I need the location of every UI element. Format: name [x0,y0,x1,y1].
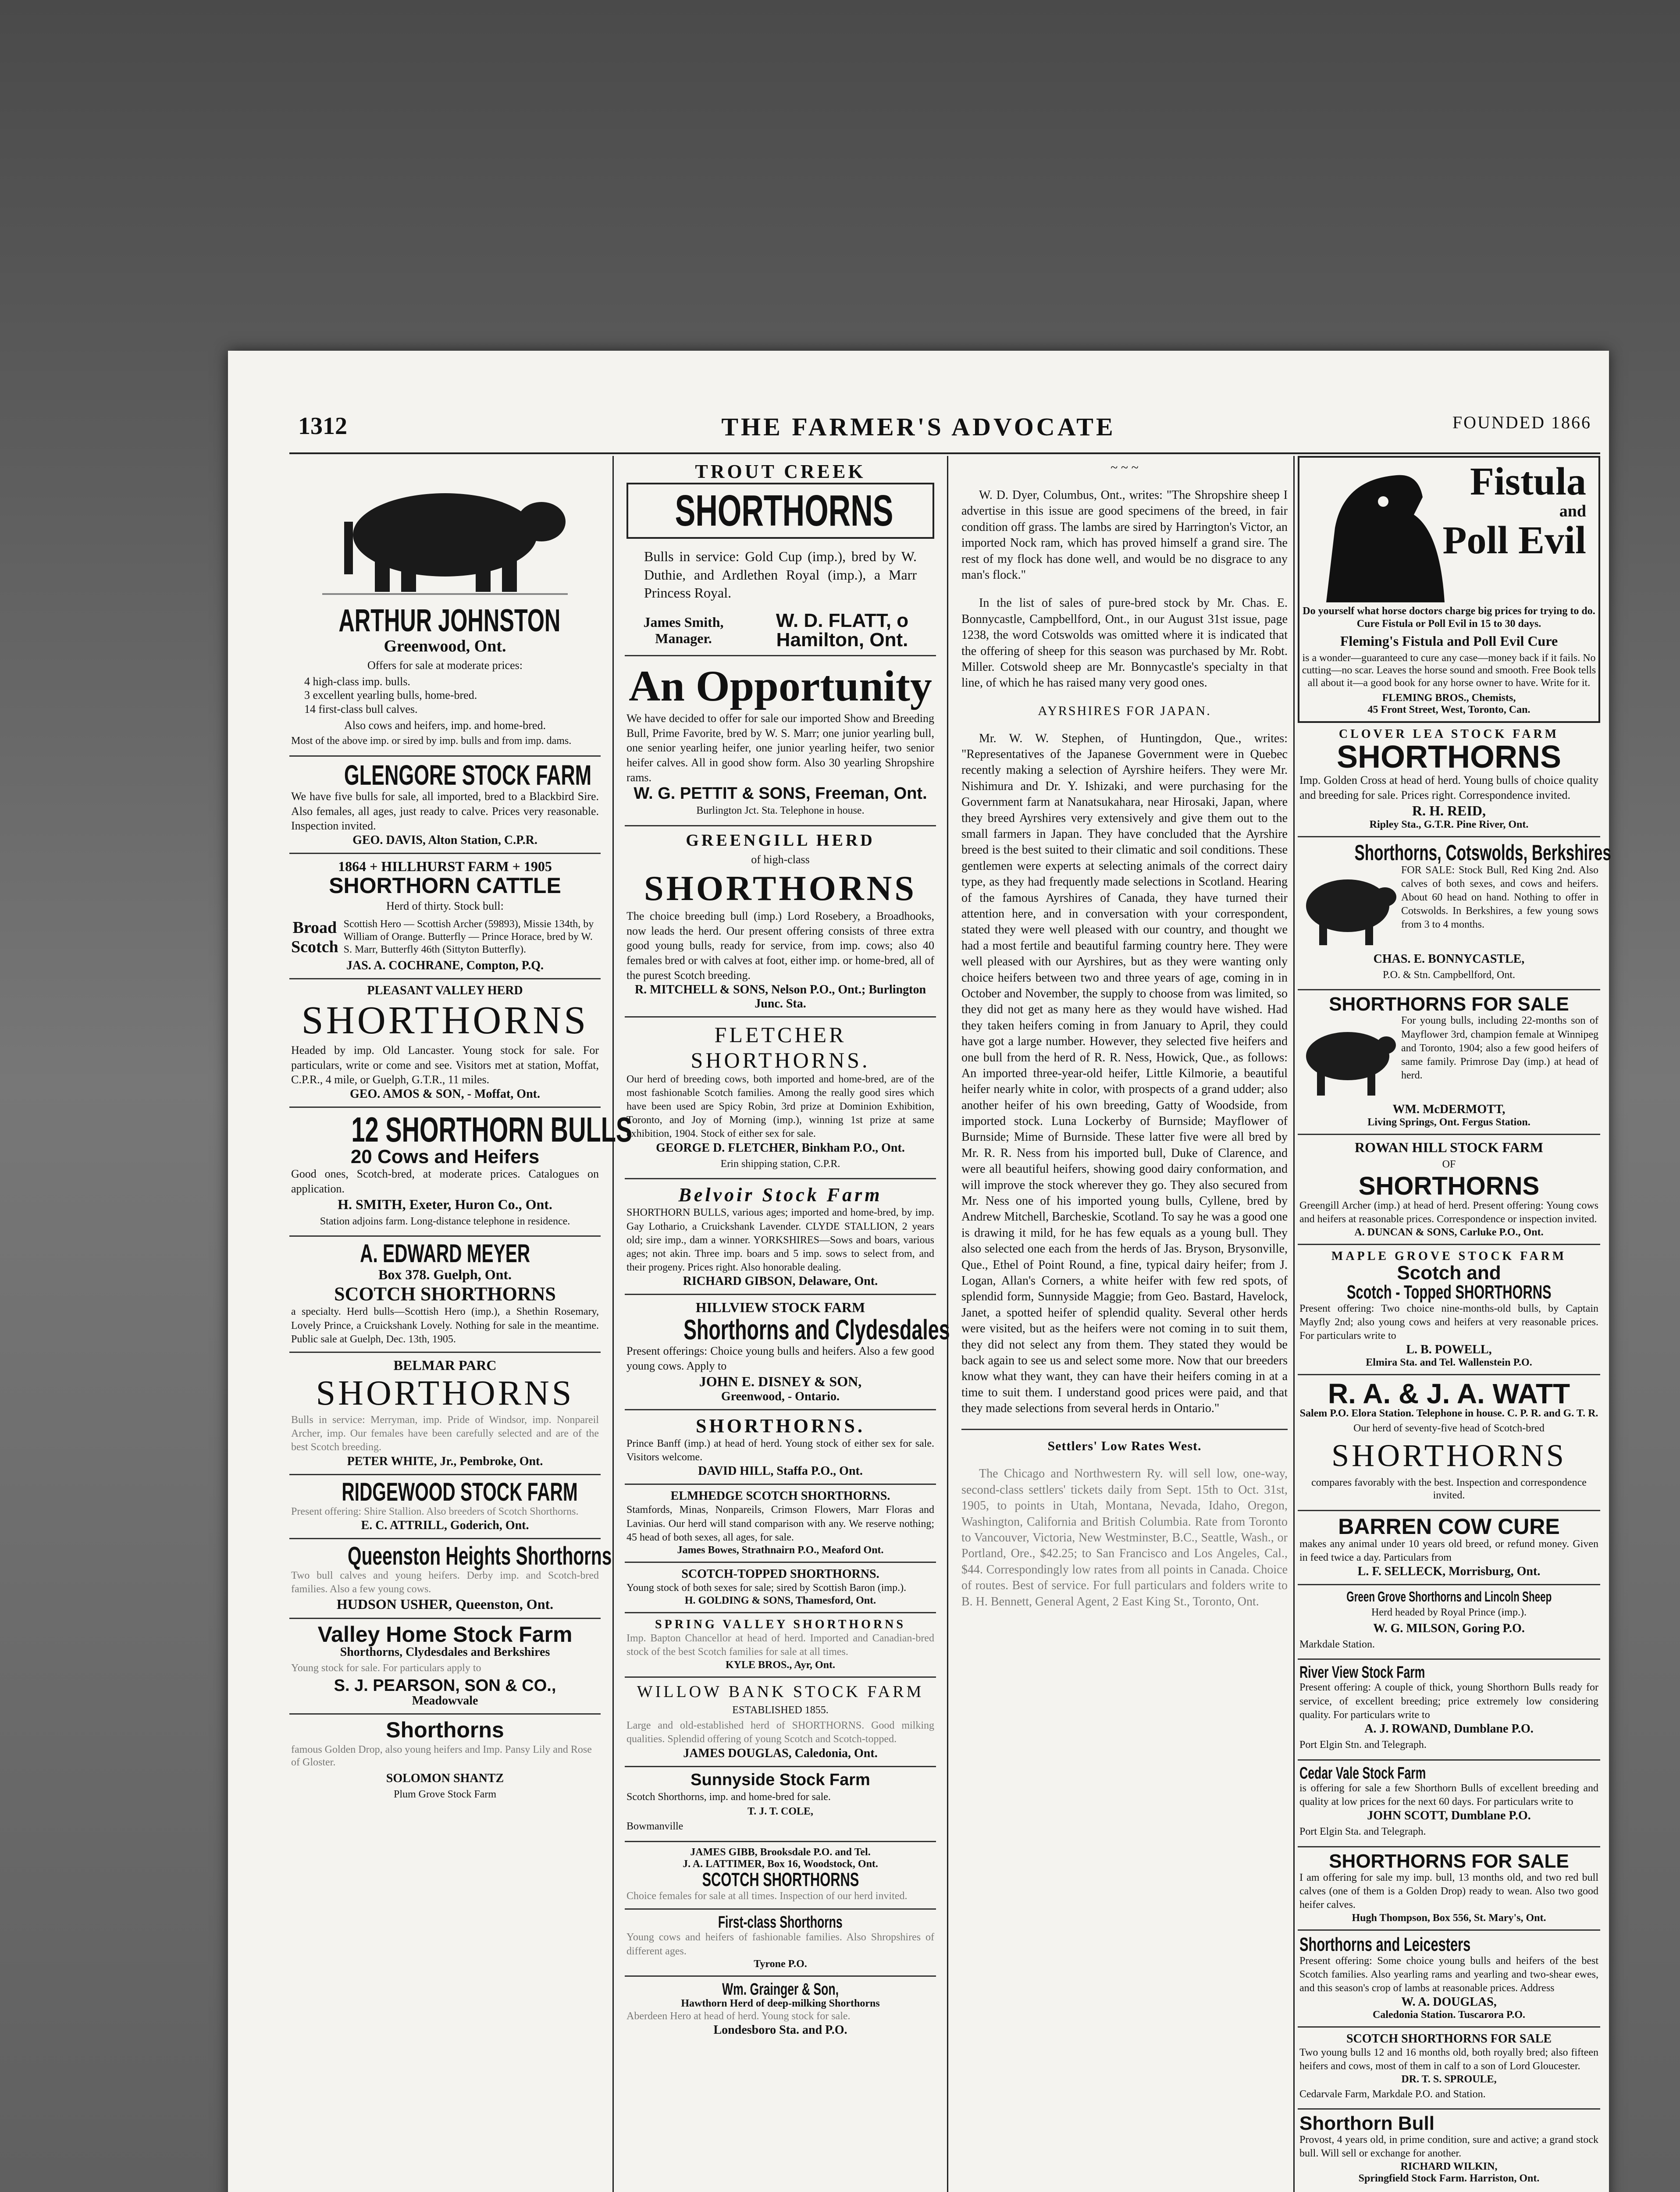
smith-sig: H. SMITH, Exeter, Huron Co., Ont. [338,1196,552,1212]
ad-shorthorns-for-sale [1298,990,1600,1135]
cloverlea-text: Imp. Golden Cross at head of herd. Young bulls of choice quality and breeding for sale. Prices right. Correspondence invited. [1299,773,1598,801]
valley-title: Valley Home Stock Farm [317,1622,573,1647]
sheep-illustration [1299,866,1396,950]
fletcher-note: Erin shipping station, C.P.R. [720,1158,840,1170]
queenston-title: Queenston Heights Shorthorns [348,1541,612,1570]
smith-sub: 20 Cows and Heifers [350,1146,540,1168]
glengore-title: GLENGORE STOCK FARM [344,759,592,791]
ad-grainger [625,1977,936,2043]
page-header [228,412,1609,447]
leicesters-place: Caledonia Station. Tuscarora P.O. [1372,2009,1526,2021]
smith-text: Good ones, Scotch-bred, at moderate prices. Catalogues on application. [291,1167,599,1195]
watt-addr: Salem P.O. Elora Station. Telephone in house. C. P. R. and G. T. R. [1299,1408,1598,1420]
hillhurst-bull: Broad Scotch [291,918,338,956]
ad-glengore [289,757,601,854]
scotchtopped-sig: H. GOLDING & SONS, Thamesford, Ont. [684,1595,876,1607]
dyer-paragraph: W. D. Dyer, Columbus, Ont., writes: "The Shropshire sheep I advertise in this issue are good specimens of the breed, in fair condition off grass. The lambs are sired by Harrington's Victor, an imported Nock ram, which has proved himself a grand sire. The rest of my flock has done well, and would be no disgrace to any man's flock." [961,488,1288,582]
ad-smith [289,1108,633,1237]
column-2 [625,456,950,2192]
settlers-title: Settlers' Low Rates West. [1047,1439,1202,1454]
ad-hill-shorthorns [625,1410,936,1485]
ad-willow-bank [625,1678,936,1767]
valley-sig: S. J. PEARSON, SON & CO., [334,1676,556,1695]
sproule-place: Cedarvale Farm, Markdale P.O. and Station. [1299,2088,1486,2100]
johnston-intro: Offers for sale at moderate prices: [367,659,523,672]
johnston-note: Most of the above imp. or sired by imp. bulls and from imp. dams. [291,735,572,747]
smith2-title: SHORTHORNS. [696,1415,865,1437]
page-number: 1312 [298,413,347,440]
barren-text: makes any animal under 10 years old breed, or refund money. Given in feed twice a day. Particulars from [1299,1538,1598,1563]
shantz-title: Shorthorns [386,1717,504,1742]
ad-opportunity [625,656,936,826]
ad-cedar-vale [1298,1761,1600,1847]
greengill-top: GREENGILL HERD [686,831,875,850]
hillhurst-herd: Herd of thirty. Stock bull: [386,900,504,913]
gibb-title: SCOTCH SHORTHORNS [702,1869,859,1891]
meyer-addr: Box 378. Guelph, Ont. [378,1267,512,1283]
ridgewood-sig: E. C. ATTRILL, Goderich, Ont. [361,1518,529,1532]
ad-belmar [289,1353,601,1475]
column-divider [1293,456,1295,2192]
shortforsale-text: I am offering for sale my imp. bull, 13 months old, and two red bull calves (one of them is a Golden Drop) ready to wean. Also two good heifer calves. [1299,1872,1598,1911]
ad-river-view [1298,1660,1600,1760]
riverview-place: Port Elgin Stn. and Telegraph. [1299,1739,1427,1751]
hillhurst-sig: JAS. A. COCHRANE, Compton, P.Q. [346,958,544,972]
fistula-and: and [1559,502,1586,520]
sproule-text: Two young bulls 12 and 16 months old, both royally bred; also fifteen heifers and cows, most of them in calf to a son of Lord Gloucester. [1299,2047,1598,2072]
cotswolds-text: FOR SALE: Stock Bull, Red King 2nd. Also calves of both sexes, and cows and heifers. About 60 head on hand. Nothing to offer in Cotswolds. In Berkshires, a few young sows from 3 to 4 months. [1401,864,1598,931]
ridgewood-title: RIDGEWOOD STOCK FARM [342,1477,578,1506]
belvoir-text: SHORTHORN BULLS, various ages; imported and home-bred, by imp. Gay Lothario, a Cruickshank Lavender. CLYDE STALLION, 2 years old; sire imp., dam a winner. YORKSHIRES—Sows and boars, various ages; not akin. Three imp. boars and 5 imp. sows to select from, and their progeny. Prices right. Also honorable dealing. [626,1207,934,1274]
ad-shantz [289,1715,601,1808]
greengill-sig: R. MITCHELL & SONS, Nelson P.O., Ont.; Burlington Junc. Sta. [634,982,926,1011]
hillhurst-top: 1864 + HILLHURST FARM + 1905 [338,858,552,875]
ad-ridgewood [289,1475,601,1539]
japan-title: AYRSHIRES FOR JAPAN. [1038,703,1211,718]
elmhedge-text: Stamfords, Minas, Nonpareils, Crimson Flowers, Marr Floras and Lavinias. Our herd will stand comparison with any. We reserve nothing; 45 head of both sexes, all ages, for sale. [626,1504,934,1543]
ad-watt [1298,1375,1600,1511]
smith2-text: Prince Banff (imp.) at head of herd. Young stock of either sex for sale. Visitors welcome. [626,1438,934,1463]
barren-sig: L. F. SELLECK, Morrisburg, Ont. [1357,1564,1541,1578]
opportunity-sig: W. G. PETTIT & SONS, Freeman, Ont. [634,784,927,803]
wilkin-sig: RICHARD WILKIN, [1400,2160,1498,2172]
smith2-sig: DAVID HILL, Staffa P.O., Ont. [698,1464,863,1478]
cedarvale-place: Port Elgin Sta. and Telegraph. [1299,1826,1426,1838]
shantz-text: famous Golden Drop, also young heifers and Imp. Pansy Lily and Rose of Gloster. [291,1744,592,1768]
pleasant-title: SHORTHORNS [301,998,589,1042]
ridgewood-text: Present offering: Shire Stallion. Also breeders of Scotch Shorthorns. [291,1505,579,1517]
gibb-sig2: J. A. LATTIMER, Box 16, Woodstock, Ont. [683,1858,878,1870]
valley-text: Young stock for sale. For particulars apply to [291,1662,481,1674]
maple-top: MAPLE GROVE STOCK FARM [1331,1249,1567,1263]
cow-illustration [322,469,568,601]
column-4 [1298,456,1611,2192]
ad-meyer [289,1237,601,1353]
rowan-top: ROWAN HILL STOCK FARM [1355,1139,1543,1156]
settlers-article: The Chicago and Northwestern Ry. will sell low, one-way, second-class settlers' tickets daily from Sept. 15th to Oct. 31st, 1905, to points in Utah, Montana, Nevada, Idaho, Oregon, Washington, California and British Columbia. Rate from Toronto to Vancouver, Victoria, New Westminster, B.C., Seattle, Wash., or Portland, Ore., $42.25; to San Francisco and Los Angeles, Cal., $44. Correspondingly low rates from all points in Canada. Choice of routes. Best of service. For full particulars and folders write to B. H. Bennett, General Agent, 2 East King St., Toronto, Ont. [961,1467,1288,1608]
column-divider [612,456,614,2192]
watt-sub: Our herd of seventy-five head of Scotch-bred [1353,1423,1545,1434]
cloverlea-title: SHORTHORNS [1336,739,1561,775]
ad-rowan-hill [1298,1135,1600,1245]
hillview-top: HILLVIEW STOCK FARM [695,1299,865,1316]
column-3 [958,456,1291,2192]
ad-valley-home [289,1619,601,1715]
ad-hillview [625,1295,950,1410]
fistula-addr: 45 Front Street, West, Toronto, Can. [1367,704,1531,715]
johnston-item: 14 first-class bull calves. [304,702,418,715]
ad-fistula [1298,456,1600,723]
forsale-text: For young bulls, including 22-months son of Mayflower 3rd, champion female at Winnipeg and Toronto, 1904; also a few good heifers of same family. Primrose Day (imp.) at head of herd. [1401,1015,1598,1082]
ad-greengill [625,826,936,1018]
ad-thompson [1298,1847,1600,1931]
sproule-sig: DR. T. S. SPROULE, [1401,2073,1497,2085]
hillhurst-bull-detail: Scottish Hero — Scottish Archer (59893), Missie 134th, by William of Orange. Butterfly — Prince Horace, bred by W. S. Marr, Butterfly 46th (Sittyton Butterfly). [343,918,594,955]
barren-title: BARREN COW CURE [1338,1514,1560,1539]
springvalley-title: SPRING VALLEY SHORTHORNS [655,1618,906,1632]
sunnyside-sig: T. J. T. COLE, [747,1806,814,1818]
forsale-sig: WM. McDERMOTT, [1392,1103,1506,1117]
sunnyside-sub: Scotch Shorthorns, imp. and home-bred for sale. [626,1791,831,1803]
opportunity-title: An Opportunity [629,661,932,710]
ad-leicesters [1298,1931,1600,2028]
firstclass-sig: Tyrone P.O. [754,1958,807,1970]
ad-elmhedge [625,1485,936,1563]
ad-barren-cow [1298,1511,1600,1585]
fletcher-text: Our herd of breeding cows, both imported and home-bred, are of the most fashionable Scotch families. Among the really good sires which have been used are Spicy Robin, 3rd prize at Dominion Exhibition, Toronto, and Joy of Morning (imp.), winning 1st prize at same exhibition, 1904. Stock of either sex for sale. [626,1073,934,1140]
fistula-text2: is a wonder—guaranteed to cure any case—money back if it fails. No cutting—no scar. Leaves the horse sound and smooth. Free Book tells all about it—a good book for any horse owner to have. Write for it. [1302,652,1596,689]
fletcher-sig: GEORGE D. FLETCHER, Binkham P.O., Ont. [656,1141,905,1155]
trout-top: TROUT CREEK [695,461,866,482]
watt-title: R. A. & J. A. WATT [1328,1378,1570,1410]
rowan-title: SHORTHORNS [1358,1172,1540,1201]
springvalley-text: Imp. Bapton Chancellor at head of herd. Imported and Canadian-bred stock of the best Scotch families for sale at all times. [626,1633,934,1658]
ad-scotch-topped [625,1563,936,1613]
riverview-sig: A. J. ROWAND, Dumblane P.O. [1364,1722,1534,1736]
cedarvale-text: is offering for sale a few Shorthorn Bulls of excellent breeding and quality at low prices for the next 60 days. For particulars write to [1299,1782,1598,1808]
greengill-title: SHORTHORNS [644,869,917,908]
sunnyside-title: Sunnyside Stock Farm [691,1770,870,1789]
fistula-text: Do yourself what horse doctors charge big prices for trying to do. Cure Fistula or Poll Evil in 15 to 30 days. [1303,605,1595,630]
ad-fletcher [625,1018,936,1180]
riverview-text: Present offering: A couple of thick, young Shorthorn Bulls ready for service, of excellent breeding; price extremely low considering quality. For particulars write to [1299,1682,1598,1721]
watt-title2: SHORTHORNS [1331,1438,1566,1473]
wilkin-title: Shorthorn Bull [1299,2113,1434,2135]
belmar-title: SHORTHORNS [316,1374,574,1413]
cotswolds-place: P.O. & Stn. Campbellford, Ont. [1382,969,1515,981]
scotchtopped-title: SCOTCH-TOPPED SHORTHORNS. [681,1567,879,1581]
meyer-title: SCOTCH SHORTHORNS [334,1283,556,1305]
pleasant-top: PLEASANT VALLEY HERD [367,983,523,997]
belmar-text: Bulls in service: Merryman, imp. Pride of Windsor, imp. Nonpareil Archer, imp. Our females have been carefully selected and are of the best Scotch breeding. [291,1414,599,1453]
smith-title: 12 SHORTHORN BULLS [351,1110,633,1149]
shantz-sig: SOLOMON SHANTZ [386,1771,504,1785]
rowan-of: OF [1442,1159,1456,1171]
cotswolds-sig: CHAS. E. BONNYCASTLE, [1373,952,1525,966]
ad-wilkin [1298,2110,1600,2189]
greengrove-text: Herd headed by Royal Prince (imp.). [1371,1606,1527,1618]
grainger-title: Hawthorn Herd of deep-milking Shorthorns [681,1997,880,2009]
trout-text: Bulls in service: Gold Cup (imp.), bred by W. Duthie, and Ardlethen Royal (imp.), a Marr Princess Royal. [644,548,917,601]
johnston-place: Greenwood, Ont. [384,637,506,655]
cedarvale-sig: JOHN SCOTT, Dumblane P.O. [1367,1809,1531,1823]
sproule-title: SCOTCH SHORTHORNS FOR SALE [1346,2032,1552,2046]
glengore-sig: GEO. DAVIS, Alton Station, C.P.R. [352,833,537,847]
belmar-sig: PETER WHITE, Jr., Pembroke, Ont. [347,1454,543,1468]
leicesters-title: Shorthorns and Leicesters [1299,1933,1471,1955]
hillview-sig: JOHN E. DISNEY & SON, [699,1374,862,1389]
greengill-text: The choice breeding bull (imp.) Lord Rosebery, a Broadhooks, now leads the herd. Our present offering consists of three extra good young bulls, ready for service, from imp. cows; also 40 females bred or with calves at foot, either imp. or home-bred, all of the purest Scotch breeding. [626,909,934,982]
ad-spring-valley [625,1613,936,1677]
willowbank-text: Large and old-established herd of SHORTHORNS. Good milking qualities. Splendid offering of young Scotch and Scotch-topped. [626,1720,934,1745]
header-rule [289,452,1600,454]
section-ornament: ~ ~ ~ [1111,460,1139,475]
rowan-text: Greengill Archer (imp.) at head of herd. Present offering: Young cows and heifers at reasonable prices. Correspondence or inspection invited. [1299,1200,1598,1225]
wilkin-place: Springfield Stock Farm. Harriston, Ont. [1358,2172,1540,2184]
smith-note: Station adjoins farm. Long-distance telephone in residence. [320,1215,570,1227]
maple-sig: L. B. POWELL, [1406,1343,1492,1357]
springvalley-sig: KYLE BROS., Ayr, Ont. [725,1659,836,1671]
riverview-title: River View Stock Farm [1299,1663,1425,1682]
opportunity-text: We have decided to offer for sale our imported Show and Breeding Bull, Prime Favorite, bred by W. S. Marr; one junior yearling bull, one senior yearling heifer, one junior yearling heifer, two senior heifer calves. All in good show form. Also 30 yearling Shropshire rams. [626,712,934,784]
trout-title: SHORTHORNS [675,486,893,535]
cloverlea-place: Ripley Sta., G.T.R. Pine River, Ont. [1369,818,1529,830]
johnston-also: Also cows and heifers, imp. and home-bred. [344,719,546,732]
valley-place: Meadowvale [412,1694,478,1708]
cotswolds-title: Shorthorns, Cotswolds, Berkshires [1354,840,1611,865]
fletcher-title: FLETCHER SHORTHORNS. [691,1022,870,1072]
greengrove-title: Green Grove Shorthorns and Lincoln Sheep [1346,1588,1552,1605]
firstclass-title: First-class Shorthorns [718,1913,843,1932]
ad-first-class [625,1910,936,1976]
firstclass-text: Young cows and heifers of fashionable families. Also Shropshires of different ages. [626,1932,934,1957]
cow-illustration [1299,1017,1396,1100]
johnston-item: 4 high-class imp. bulls. [304,675,410,688]
cedarvale-title: Cedar Vale Stock Farm [1299,1764,1426,1783]
queenston-sig: HUDSON USHER, Queenston, Ont. [336,1596,554,1612]
ad-sproule [1298,2028,1600,2110]
johnston-item: 3 excellent yearling bulls, home-bred. [304,689,477,702]
forsale-place: Living Springs, Ont. Fergus Station. [1367,1117,1531,1128]
maple-text: Present offering: Two choice nine-months-old bulls, by Captain Mayfly 2nd; also young cows and heifers at very reasonable prices. For particulars write to [1299,1302,1598,1342]
hillview-place: Greenwood, - Ontario. [721,1390,840,1403]
ad-hillhurst [289,854,601,979]
belvoir-title: Belvoir Stock Farm [678,1184,883,1206]
japan-article: Mr. W. W. Stephen, of Huntingdon, Que., writes: "Representatives of the Japanese Government were in Quebec recently making a selection of Ayrshire heifers. They were Mr. Nishimura and Dr. Y. Ishizaki, and were purchasing for the Government farm at Nanatsukahara, near Hirosaki, Japan, where they breed Ayrshires very extensively and give them out to the small farmers in Japan. They have concluded that the Ayrshire breed is the best suited to their climatic and soil conditions. These gentlemen were experts at selecting animals of the correct dairy type, as they had frequently made selections in Scotland. Hearing of the famous Ayrshires of Canada, they have turned their attention here, and in conversation with your correspondent, stated they were well pleased with our country, and thought we had a most fertile and beautiful farming country here. They were well pleased with our Ayrshires, but as they were wanting only choice heifers between two and three years of age, coming in in October and November, the supply to choose from was limited, so they did not get as many here as they would have wished. Had they taken heifers coming in from January to April, they could have got a large number. However, they selected five heifers and one bull from the herd of R. R. Ness, Howick, Que., as follows: An imported three-year-old heifer, Little Kilmorie, a beautiful heifer nearly white in color, with prospects of a grand udder; also another heifer of his own breeding, Gatty of Woodside, from imported stock. Luna Lockerby of Burnside; Mayflower of Burnside; Mime of Burnside. These latter five were all bred by Mr. R. R. Ness from his imported bull, Duke of Clarence, and were all beautiful heifers, showing good dairy conformation, and will improve the stock wherever they go. They also secured from Mr. Ness one of his imported young bulls, Cyllene, bred by Andrew Mitchell, Barcheskie, Scotland. To say he was a good one is drawing it mild, for he has few equals as a young bull. They also selected one each from the herds of Jas. Bryson, Brysonville, Que., Ethel of Point Round, a fine, typical dairy heifer; from J. Logan, Allan's Corners, a white heifer with few red spots, of splendid form, Sunnyside Maggie; from Geo. Bastard, Havelock, Janet, a spotted heifer of splendid quality. Several other herds were visited, but as the heifers were not coming in to suit them, they did not select any from them. They stated they would be back again to see us and select some more. Now that our breeders know what they want, they can have their heifers coming in at a time to suit them. I understand good prices were paid, and that they made selections from several herds in Ontario." [961,731,1288,1416]
ad-trout-creek [625,456,936,656]
cloverlea-top: CLOVER LEA STOCK FARM [1338,727,1559,741]
greengrove-sig: W. G. MILSON, Goring P.O. [1373,1621,1525,1635]
column-1 [289,456,633,2192]
grainger-text: Aberdeen Hero at head of herd. Young stock for sale. [626,2010,851,2022]
hillview-title: Shorthorns and Clydesdales [683,1314,950,1346]
shortforsale-title: SHORTHORNS FOR SALE [1329,1850,1569,1872]
pleasant-text: Headed by imp. Old Lancaster. Young stock for sale. For particulars, write or come and see. Visitors met at station, Moffat, C.P.R., 4 mile, or Guelph, G.T.R., 11 miles. [291,1043,599,1086]
grainger-place: Londesboro Sta. and P.O. [713,2023,847,2037]
trout-left: James Smith, Manager. [643,614,724,646]
maple-title2: Scotch - Topped SHORTHORNS [1346,1281,1552,1303]
founded-line: FOUNDED 1866 [1452,413,1591,432]
maple-title1: Scotch and [1397,1262,1501,1284]
ad-queenston [289,1539,612,1619]
belvoir-sig: RICHARD GIBSON, Delaware, Ont. [683,1274,878,1288]
leicesters-text: Present offering: Some choice young bulls and heifers of the best Scotch families. Also yearling rams and yearling and two-shear ewes, and this season's crop of lambs at reasonable prices. Address [1299,1955,1598,1994]
scotchtopped-text: Young stock of both sexes for sale; sired by Scottish Baron (imp.). [626,1582,907,1594]
hillhurst-title: SHORTHORN CATTLE [329,873,561,898]
forsale-title: SHORTHORNS FOR SALE [1329,993,1569,1015]
grainger-sig: Wm. Grainger & Son, [722,1980,839,1999]
pleasant-sig: GEO. AMOS & SON, - Moffat, Ont. [350,1087,540,1101]
queenston-text: Two bull calves and young heifers. Derby imp. and Scotch-bred families. Also a few young cows. [291,1569,599,1595]
hillview-text: Present offerings: Choice young bulls and heifers. Also a few good young cows. Apply to [626,1345,934,1373]
fistula-sig: FLEMING BROS., Chemists, [1382,692,1516,704]
glengore-text: We have five bulls for sale, all imported, bred to a Blackbird Sire. Also females, all ages, just ready to calve. Prices very reasonable. Inspection invited. [291,790,599,833]
ad-cotswolds [1298,837,1611,991]
maple-place: Elmira Sta. and Tel. Wallenstein P.O. [1366,1357,1532,1369]
shantz-place: Plum Grove Stock Farm [394,1788,496,1800]
opportunity-note: Burlington Jct. Sta. Telephone in house. [696,804,865,816]
elmhedge-sig: James Bowes, Strathnairn P.O., Meaford Ont. [677,1544,884,1556]
fistula-title1: Fistula [1470,460,1586,503]
ad-johnston [289,456,601,757]
willowbank-sig: JAMES DOUGLAS, Caledonia, Ont. [683,1746,878,1760]
wilkin-text: Provost, 4 years old, in prime condition, sure and active; a grand stock bull. Will sell or exchange for another. [1299,2134,1598,2160]
shortforsale-sig: Hugh Thompson, Box 556, St. Mary's, Ont. [1352,1912,1546,1924]
paper-title: THE FARMER'S ADVOCATE [721,413,1116,441]
ad-sunnyside [625,1767,936,1843]
johnston-name: ARTHUR JOHNSTON [338,603,561,638]
willowbank-sub: ESTABLISHED 1855. [732,1704,829,1716]
gibb-text: Choice females for sale at all times. Inspection of our herd invited. [626,1890,908,1902]
ad-green-grove [1298,1585,1600,1660]
sunnyside-place: Bowmanville [626,1821,683,1833]
fistula-product: Fleming's Fistula and Poll Evil Cure [1340,633,1558,649]
watt-text: compares favorably with the best. Inspection and correspondence invited. [1311,1477,1587,1501]
ad-clover-lea [1298,723,1600,837]
ad-belvoir [625,1179,936,1295]
belmar-top: BELMAR PARC [393,1357,497,1374]
ad-maple-grove [1298,1245,1600,1376]
cloverlea-sig: R. H. REID, [1412,802,1486,818]
fistula-title2: Poll Evil [1442,519,1586,562]
bonnycastle-paragraph: In the list of sales of pure-bred stock by Mr. Chas. E. Bonnycastle, Campbellford, Ont., in our August 31st issue, page 1238, the word Cotswolds was omitted where it is indicated that the offering of sheep for this season was purchased by Mr. Robt. Miller. Cotswold sheep are Mr. Bonnycastle's specialty in that line, of which he has raised many very good ones. [961,596,1288,690]
newspaper-page [228,351,1609,2192]
willowbank-title: WILLOW BANK STOCK FARM [637,1682,924,1701]
rowan-sig: A. DUNCAN & SONS, Carluke P.O., Ont. [1354,1226,1544,1238]
elmhedge-title: ELMHEDGE SCOTCH SHORTHORNS. [670,1489,890,1503]
meyer-name: A. EDWARD MEYER [359,1239,530,1268]
greengrove-place: Markdale Station. [1299,1638,1375,1650]
ad-gibb [625,1842,936,1910]
gibb-sig: JAMES GIBB, Brooksdale P.O. and Tel. [690,1847,871,1858]
valley-sub: Shorthorns, Clydesdales and Berkshires [340,1645,550,1659]
meyer-text: a specialty. Herd bulls—Scottish Hero (imp.), a Shethin Rosemary, Lovely Prince, a Cruickshank Lovely. Nothing for sale in the meantime. Public sale at Guelph, Dec. 13th, 1905. [291,1306,599,1345]
trout-right: W. D. FLATT, o Hamilton, Ont. [776,609,909,651]
greengill-sub: of high-class [751,853,810,866]
ad-pleasant-valley [289,979,601,1108]
leicesters-sig: W. A. DOUGLAS, [1401,1995,1497,2009]
